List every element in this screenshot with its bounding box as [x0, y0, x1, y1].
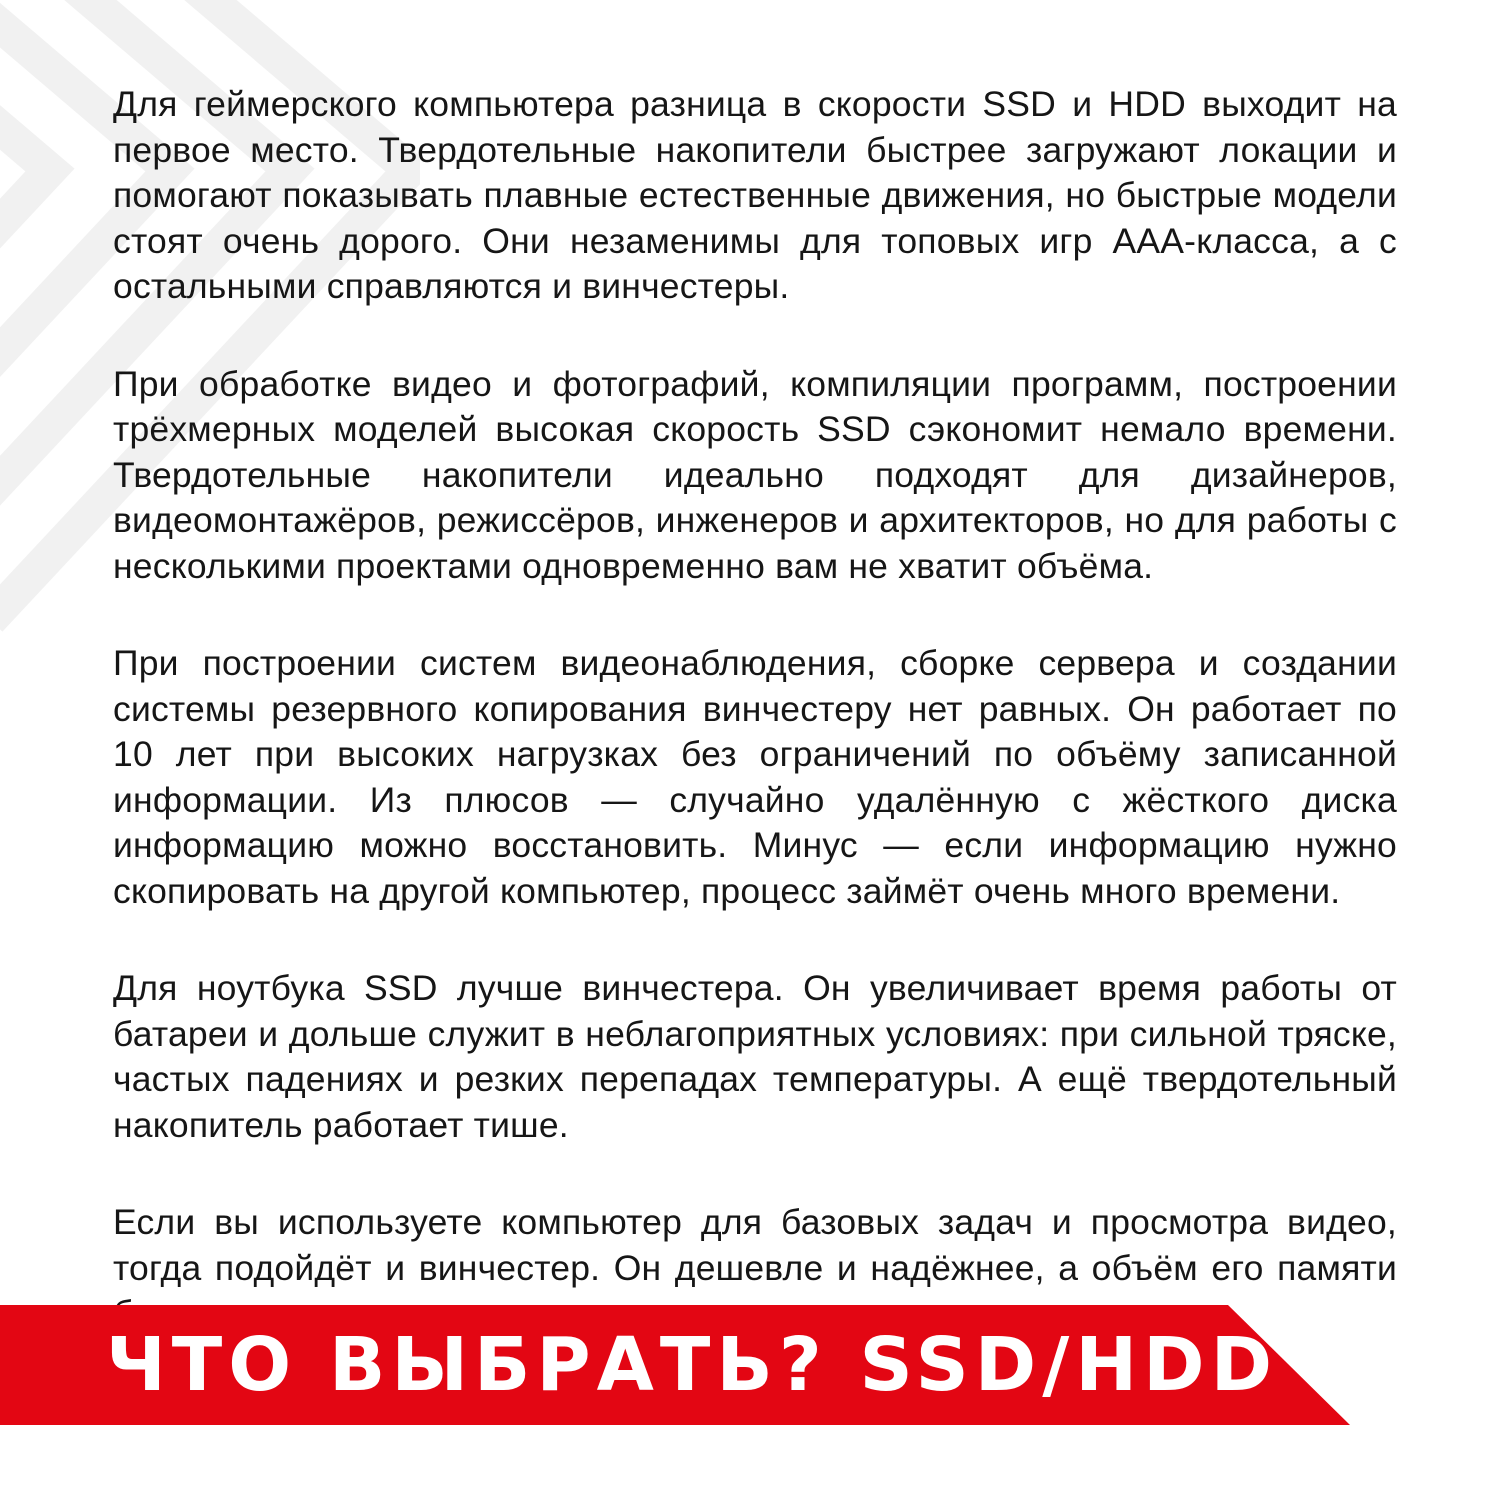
paragraph-surveillance-server: При построении систем видеонаблюдения, сборке сервера и создании системы резервного копирования винчестеру нет равных. Он работает по 10 лет при высоких нагрузках без ограничений по объёму записанной информации. Из плюсов — случайно удалённую с жёсткого диска информацию можно восстановить. Минус — если информацию нужно скопировать на другой компьютер, процесс займёт очень много времени. [113, 643, 1397, 911]
paragraph-gaming: Для геймерского компьютера разница в скорости SSD и HDD выходит на первое место. Твердотельные накопители быстрее загружают локации и помогают показывать плавные естественные движения, но быстрые модели стоят очень дорого. Они незаменимы для топовых игр AAA-класса, а с остальными справляются и винчестеры. [113, 84, 1397, 306]
paragraph-basic-tasks: Если вы используете компьютер для базовых задач и просмотра видео, тогда подойдёт и винчестер. Он дешевле и надёжнее, а объём его памяти [113, 1202, 1397, 1288]
banner-title: ЧТО ВЫБРАТЬ? SSD/HDD [106, 1322, 1279, 1408]
paragraph-laptop: Для ноутбука SSD лучше винчестера. Он увеличивает время работы от батареи и дольше служит в неблагоприятных условиях: при сильной тряске, частых падениях и резких перепадах температуры. А ещё твердотельный накопитель работает тише. [113, 968, 1397, 1145]
article-body [113, 82, 1397, 1389]
paragraph-video-editing: При обработке видео и фотографий, компиляции программ, построении трёхмерных моделей высокая скорость SSD сэкономит немало времени. Твердотельные накопители идеально подходят для дизайнеров, видеомонтажёров, режиссёров, инженеров и архитекторов, но для работы с несколькими проектами одновременно вам не хватит объёма. [113, 363, 1397, 586]
